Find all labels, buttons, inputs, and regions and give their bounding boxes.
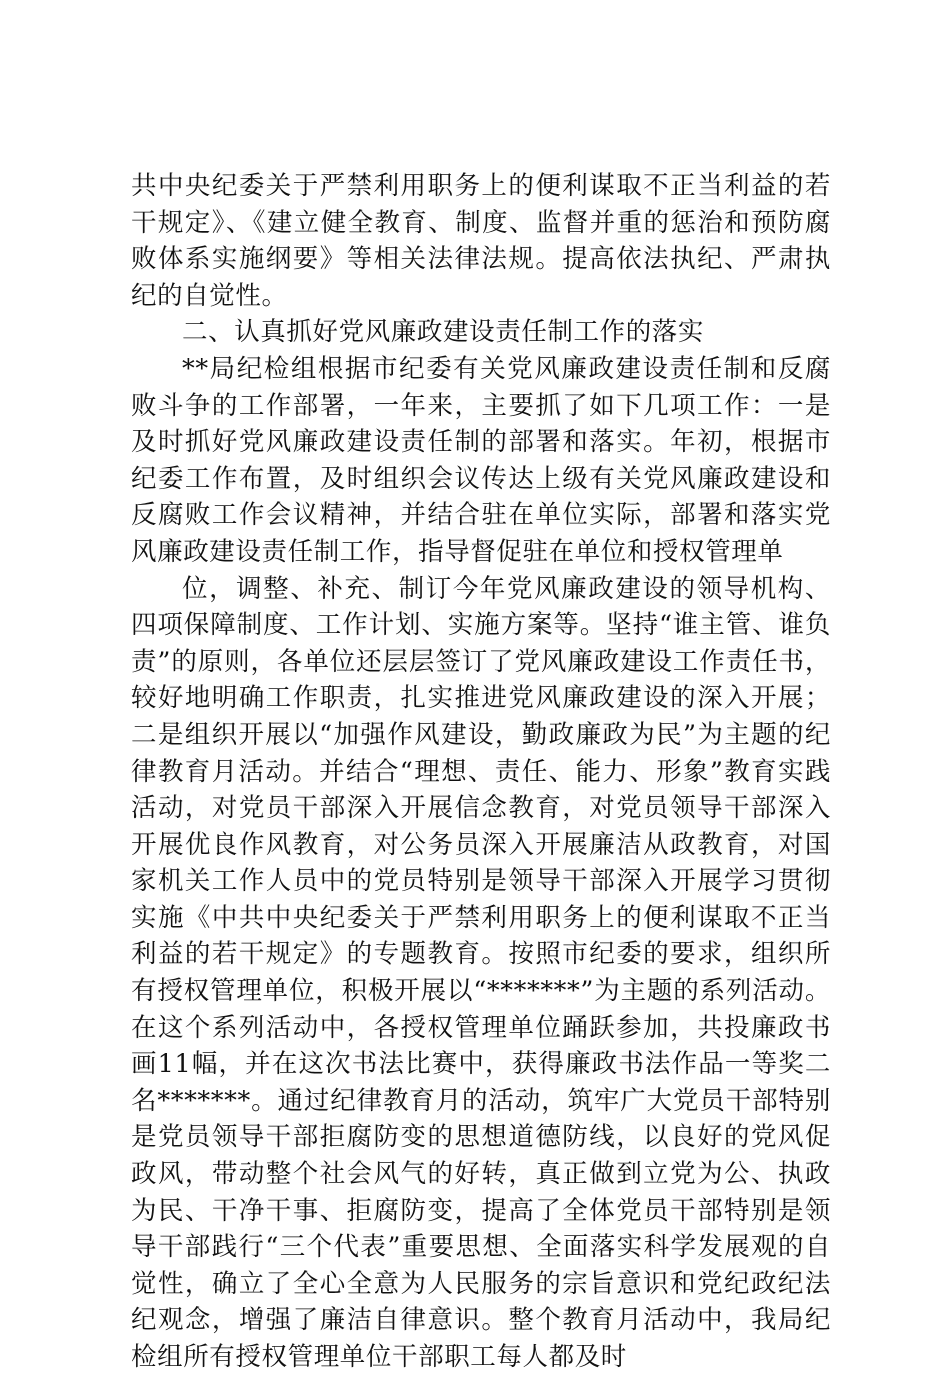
document-body [131,168,831,1376]
paragraph: **局纪检组根据市纪委有关党风廉政建设责任制和反腐败斗争的工作部署，一年来，主要抓了如下几项工作：一是及时抓好党风廉政建设责任制的部署和落实。年初，根据市纪委工作布置，及时组织会议传达上级有关党风廉政建设和反腐败工作会议精神，并结合驻在单位实际，部署和落实党风廉政建设责任制工作，指导督促驻在单位和授权管理单 [131,353,831,567]
paragraph: 位，调整、补充、制订今年党风廉政建设的领导机构、四项保障制度、工作计划、实施方案等。坚持“谁主管、谁负责”的原则，各单位还层层签订了党风廉政建设工作责任书，较好地明确工作职责，扎实推进党风廉政建设的深入开展；二是组织开展以“加强作风建设，勤政廉政为民”为主题的纪律教育月活动。并结合“理想、责任、能力、形象”教育实践活动，对党员干部深入开展信念教育，对党员领导干部深入开展优良作风教育，对公务员深入开展廉洁从政教育，对国家机关工作人员中的党员特别是领导干部深入开展学习贯彻实施《中共中央纪委关于严禁利用职务上的便利谋取不正当利益的若干规定》的专题教育。按照市纪委的要求，组织所有授权管理单位，积极开展以“*******”为主题的系列活动。在这个系列活动中，各授权管理单位踊跃参加，共投廉政书画11幅，并在这次书法比赛中，获得廉政书法作品一等奖二名*******。通过纪律教育月的活动，筑牢广大党员干部特别是党员领导干部拒腐防变的思想道德防线，以良好的党风促政风，带动整个社会风气的好转，真正做到立党为公、执政为民、干净干事、拒腐防变，提高了全体党员干部特别是领导干部践行“三个代表”重要思想、全面落实科学发展观的自觉性，确立了全心全意为人民服务的宗旨意识和党纪政纪法纪观念，增强了廉洁自律意识。整个教育月活动中，我局纪检组所有授权管理单位干部职工每人都及时 [131,573,831,1372]
section-heading: 二、认真抓好党风廉政建设责任制工作的落实 [182,317,705,348]
paragraph-continuation: 共中央纪委关于严禁利用职务上的便利谋取不正当利益的若干规定》、《建立健全教育、制度、监督并重的惩治和预防腐败体系实施纲要》等相关法律法规。提高依法执纪、严肃执纪的自觉性。 [131,171,831,311]
